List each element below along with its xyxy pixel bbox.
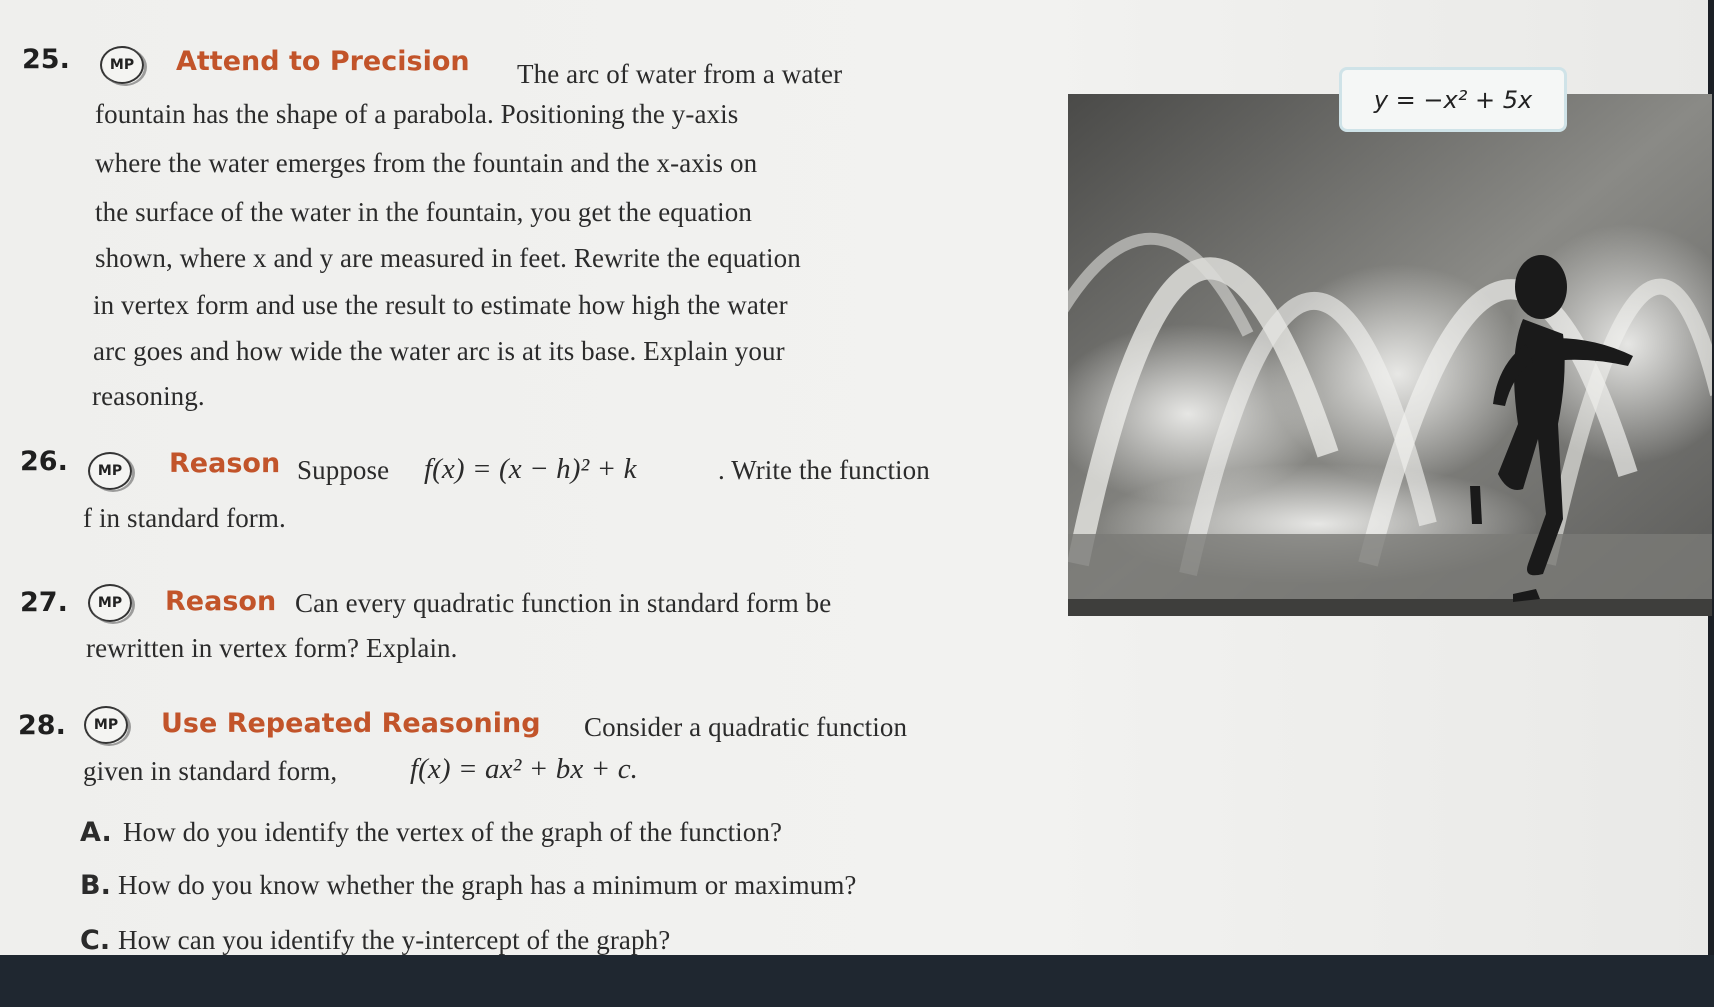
problem-25-line: fountain has the shape of a parabola. Positioning the y-axis [95, 99, 739, 129]
problem-26-text: Suppose [297, 455, 390, 485]
fountain-photo [1068, 94, 1712, 616]
mp-badge-icon: MP [84, 706, 128, 744]
problem-25-line: The arc of water from a water [517, 59, 843, 89]
problem-25-number: 25. [22, 44, 70, 75]
problem-27-number: 27. [20, 587, 68, 618]
problem-25-line: the surface of the water in the fountain, you get the equation [95, 197, 752, 227]
problem-25-heading: Attend to Precision [176, 46, 470, 77]
part-letter: B. [80, 870, 112, 901]
problem-27-line1: Can every quadratic function in standard form be [295, 588, 832, 618]
problem-26-text: . Write the function [718, 455, 930, 485]
mp-badge-icon: MP [100, 46, 144, 84]
part-text: How do you identify the vertex of the graph of the function? [123, 817, 783, 847]
mp-badge-icon: MP [88, 584, 132, 622]
equation-box: y = −x² + 5x [1339, 67, 1567, 132]
problem-27-line2: rewritten in vertex form? Explain. [86, 633, 458, 663]
problem-28-heading: Use Repeated Reasoning [161, 708, 541, 739]
screen-bezel [0, 955, 1714, 1007]
problem-28-line1: Consider a quadratic function [584, 712, 908, 742]
fountain-image [1068, 94, 1712, 616]
part-text: How do you know whether the graph has a minimum or maximum? [118, 870, 857, 900]
problem-25-line: where the water emerges from the fountain and the x-axis on [95, 148, 758, 178]
part-text: How can you identify the y-intercept of the graph? [118, 925, 671, 955]
problem-28-line2: given in standard form, [83, 756, 338, 786]
part-letter: A. [80, 817, 112, 848]
problem-25-line: in vertex form and use the result to estimate how high the water [93, 290, 788, 320]
problem-28-number: 28. [18, 710, 66, 741]
problem-26-heading: Reason [169, 448, 281, 479]
problem-26-number: 26. [20, 446, 68, 477]
problem-25-line: reasoning. [92, 381, 205, 411]
problem-25-line: shown, where x and y are measured in feet. Rewrite the equation [95, 243, 801, 273]
problem-26-line2: f in standard form. [83, 503, 286, 533]
problem-28-equation: f(x) = ax² + bx + c. [410, 753, 639, 785]
part-letter: C. [80, 925, 111, 956]
problem-26-equation: f(x) = (x − h)² + k [424, 453, 637, 485]
problem-25-line: arc goes and how wide the water arc is at its base. Explain your [93, 336, 785, 366]
mp-badge-icon: MP [88, 452, 132, 490]
problem-27-heading: Reason [165, 586, 277, 617]
